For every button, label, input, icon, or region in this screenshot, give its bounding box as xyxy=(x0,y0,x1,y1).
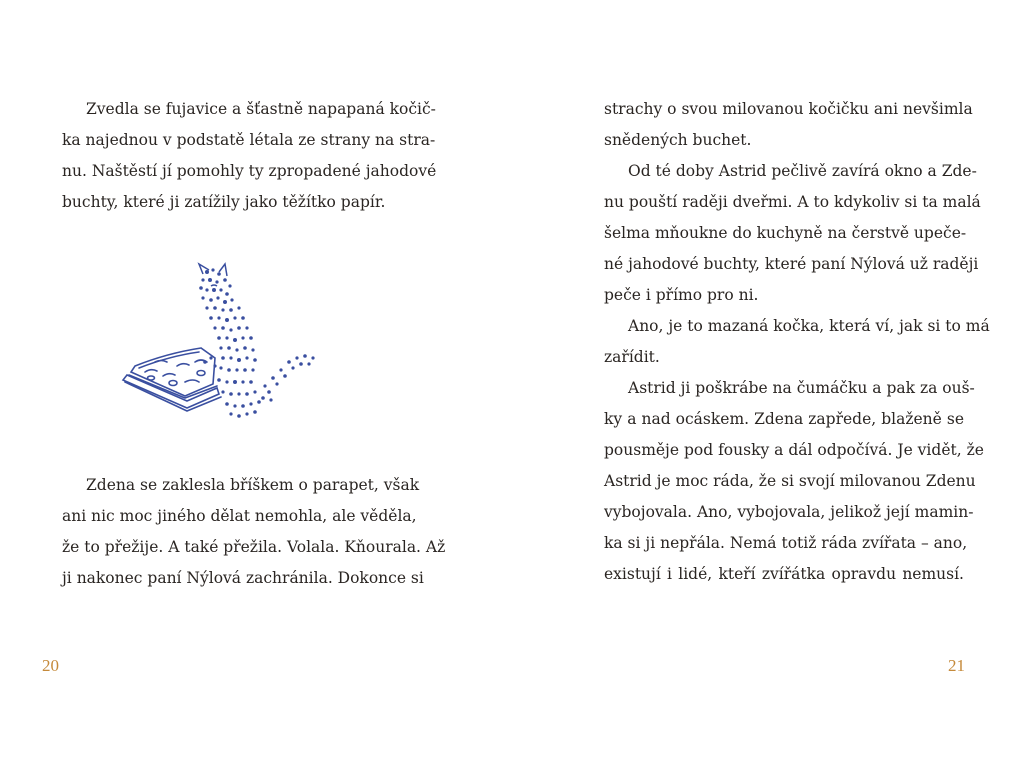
text-line: peče i přímo pro ni. xyxy=(604,286,759,304)
right-page xyxy=(512,0,1024,768)
text-line: Astrid ji poškrábe na čumáčku a pak za ouš- xyxy=(628,379,975,397)
text-line: ji nakonec paní Nýlová zachránila. Dokonce si xyxy=(62,569,424,587)
text-line: Od té doby Astrid pečlivě zavírá okno a Zde- xyxy=(628,162,977,180)
text-line: Zdena se zaklesla bříškem o parapet, však xyxy=(86,476,420,494)
text-line: né jahodové buchty, které paní Nýlová už raději xyxy=(604,255,979,273)
text-line: ka si ji nepřála. Nemá totiž ráda zvířata – ano, xyxy=(604,534,968,552)
text-line: Ano, je to mazaná kočka, která ví, jak si to má xyxy=(628,317,990,335)
text-line: nu pouští raději dveřmi. A to kdykoliv si ta malá xyxy=(604,193,981,211)
text-line: ani nic moc jiného dělat nemohla, ale věděla, xyxy=(62,507,417,525)
page-number: 21 xyxy=(948,656,965,675)
page-number: 20 xyxy=(42,656,59,675)
text-line: existují i lidé, kteří zvířátka opravdu nemusí. xyxy=(604,565,964,583)
text-line: snědených buchet. xyxy=(604,131,752,149)
text-line: Zvedla se fujavice a šťastně napapaná kočič- xyxy=(86,100,436,118)
text-line: nu. Naštěstí jí pomohly ty zpropadené jahodové xyxy=(62,162,437,180)
text-line: zařídit. xyxy=(604,348,660,366)
text-line: ky a nad ocáskem. Zdena zapřede, blaženě se xyxy=(604,410,964,428)
text-line: strachy o svou milovanou kočičku ani nevšimla xyxy=(604,100,973,118)
text-line: že to přežije. A také přežila. Volala. Kňourala. Až xyxy=(62,538,446,556)
text-line: pousměje pod fousky a dál odpočívá. Je vidět, že xyxy=(604,441,984,459)
text-line: šelma mňoukne do kuchyně na čerstvě upeče- xyxy=(604,224,967,242)
text-line: vybojovala. Ano, vybojovala, jelikož její mamin- xyxy=(604,503,974,521)
text-line: Astrid je moc ráda, že si svojí milovanou Zdenu xyxy=(604,472,976,490)
cat-with-strawberry-cake-icon xyxy=(115,262,325,422)
text-line: buchty, které ji zatížily jako těžítko papír. xyxy=(62,193,386,211)
text-line: ka najednou v podstatě létala ze strany na stra- xyxy=(62,131,436,149)
